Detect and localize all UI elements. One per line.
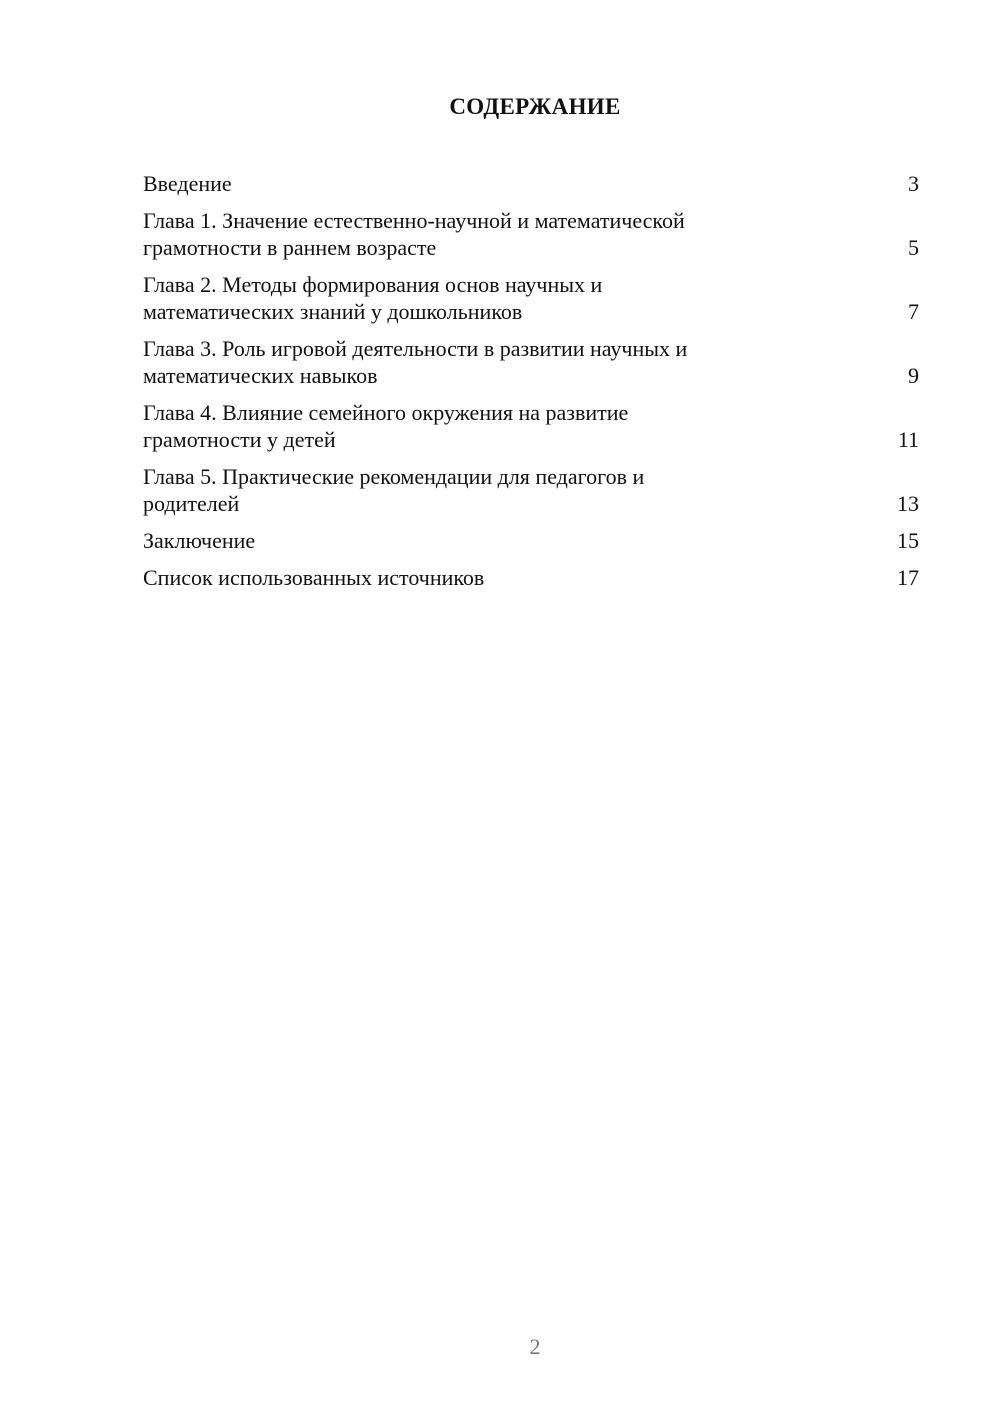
toc-entry-chapter-2 — [143, 271, 919, 325]
table-of-contents — [143, 170, 919, 601]
toc-entry-chapter-1 — [143, 207, 919, 261]
toc-entry-page: 5 — [908, 235, 919, 260]
toc-entry-title: Глава 5. Практические рекомендации для педагогов и родителей — [143, 464, 645, 516]
toc-entry-title: Список использованных источников — [143, 565, 485, 590]
toc-entry-chapter-5 — [143, 463, 919, 517]
toc-entry-title: Глава 4. Влияние семейного окружения на развитие грамотности у детей — [143, 400, 629, 452]
toc-entry-chapter-3 — [143, 335, 919, 389]
toc-entry-title: Введение — [143, 171, 232, 196]
toc-entry-page: 17 — [897, 565, 919, 590]
toc-entry-page: 7 — [908, 299, 919, 324]
toc-entry-title: Глава 2. Методы формирования основ научных и математических знаний у дошкольников — [143, 272, 603, 324]
toc-entry-references — [143, 564, 919, 591]
page-number: 2 — [529, 1334, 541, 1359]
page-title: СОДЕРЖАНИЕ — [449, 94, 621, 119]
toc-entry-chapter-4 — [143, 399, 919, 453]
toc-entry-title: Заключение — [143, 528, 256, 553]
toc-entry-introduction — [143, 170, 919, 197]
toc-entry-title: Глава 3. Роль игровой деятельности в развитии научных и математических навыков — [143, 336, 688, 388]
toc-entry-page: 13 — [897, 491, 919, 516]
toc-entry-page: 9 — [908, 363, 919, 388]
toc-entry-conclusion — [143, 527, 919, 554]
toc-entry-page: 3 — [908, 171, 919, 196]
toc-entry-title: Глава 1. Значение естественно-научной и математической грамотности в раннем возрасте — [143, 208, 685, 260]
toc-entry-page: 11 — [897, 427, 919, 452]
toc-entry-page: 15 — [897, 528, 919, 553]
